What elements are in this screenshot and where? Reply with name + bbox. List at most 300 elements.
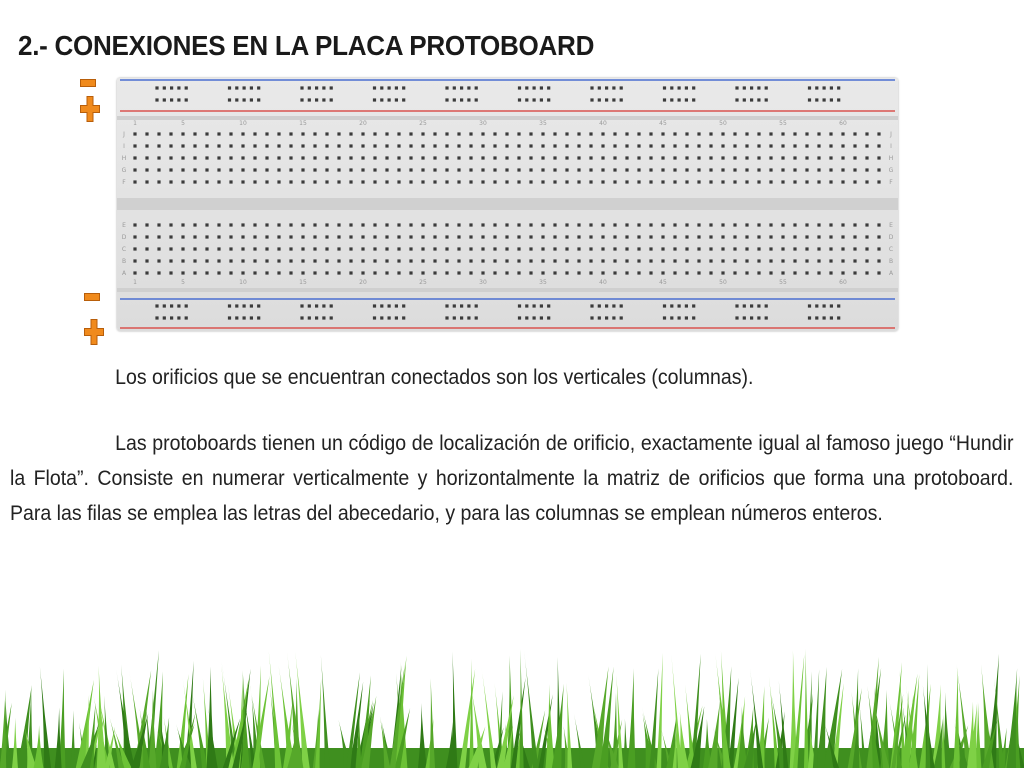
grass-blade: [12, 718, 18, 768]
breadboard-hole: [163, 316, 166, 319]
breadboard-hole: [388, 98, 391, 101]
breadboard-hole: [457, 132, 460, 135]
breadboard-hole: [277, 168, 280, 171]
breadboard-hole: [613, 235, 616, 238]
breadboard-hole: [313, 271, 316, 274]
breadboard-hole: [757, 223, 760, 226]
breadboard-hole: [670, 98, 673, 101]
breadboard-hole: [181, 235, 184, 238]
breadboard-hole: [685, 168, 688, 171]
breadboard-hole: [565, 259, 568, 262]
breadboard-hole: [577, 235, 580, 238]
breadboard-hole: [349, 259, 352, 262]
breadboard-hole: [793, 271, 796, 274]
breadboard-hole: [397, 247, 400, 250]
breadboard-hole: [721, 247, 724, 250]
breadboard-hole: [322, 98, 325, 101]
breadboard-hole: [229, 235, 232, 238]
breadboard-hole: [589, 271, 592, 274]
breadboard-hole: [169, 168, 172, 171]
column-number-label: 15: [299, 120, 307, 127]
breadboard-hole: [169, 235, 172, 238]
breadboard-hole: [877, 156, 880, 159]
breadboard-hole: [325, 271, 328, 274]
breadboard-hole: [277, 271, 280, 274]
breadboard-hole: [315, 316, 318, 319]
breadboard-hole: [445, 144, 448, 147]
breadboard-hole: [577, 144, 580, 147]
breadboard-hole: [373, 235, 376, 238]
breadboard-hole: [481, 180, 484, 183]
breadboard-hole: [337, 156, 340, 159]
breadboard-hole: [709, 235, 712, 238]
row-letter-label: C: [121, 246, 127, 253]
breadboard-hole: [193, 271, 196, 274]
breadboard-hole: [385, 259, 388, 262]
breadboard-hole: [235, 98, 238, 101]
row-letter-label: G: [888, 167, 894, 174]
breadboard-hole: [735, 304, 738, 307]
breadboard-hole: [313, 168, 316, 171]
breadboard-hole: [757, 180, 760, 183]
breadboard-hole: [837, 304, 840, 307]
breadboard-hole: [337, 247, 340, 250]
breadboard-hole: [421, 235, 424, 238]
breadboard-hole: [289, 180, 292, 183]
breadboard-hole: [673, 132, 676, 135]
column-number-label: 20: [359, 120, 367, 127]
breadboard-hole: [697, 259, 700, 262]
breadboard-hole: [145, 247, 148, 250]
breadboard-hole: [325, 259, 328, 262]
breadboard-hole: [380, 316, 383, 319]
grass-blade: [430, 678, 436, 768]
breadboard-hole: [649, 144, 652, 147]
breadboard-hole: [577, 247, 580, 250]
breadboard-hole: [229, 156, 232, 159]
breadboard-hole: [445, 223, 448, 226]
breadboard-hole: [241, 247, 244, 250]
breadboard-hole: [467, 86, 470, 89]
breadboard-hole: [301, 156, 304, 159]
breadboard-hole: [808, 316, 811, 319]
minus-sign-icon: [84, 293, 100, 301]
breadboard-hole: [815, 316, 818, 319]
breadboard-hole: [589, 144, 592, 147]
breadboard-hole: [250, 304, 253, 307]
breadboard-hole: [853, 168, 856, 171]
breadboard-hole: [169, 259, 172, 262]
breadboard-hole: [157, 132, 160, 135]
breadboard-hole: [157, 259, 160, 262]
breadboard-hole: [157, 223, 160, 226]
breadboard-hole: [145, 180, 148, 183]
breadboard-hole: [388, 316, 391, 319]
breadboard-hole: [313, 223, 316, 226]
breadboard-hole: [133, 271, 136, 274]
breadboard-hole: [493, 168, 496, 171]
breadboard-hole: [181, 259, 184, 262]
breadboard-hole: [605, 316, 608, 319]
breadboard-hole: [265, 271, 268, 274]
breadboard-hole: [590, 304, 593, 307]
breadboard-hole: [529, 144, 532, 147]
breadboard-hole: [325, 168, 328, 171]
breadboard-hole: [265, 259, 268, 262]
breadboard-hole: [445, 271, 448, 274]
breadboard-hole: [589, 235, 592, 238]
breadboard-hole: [529, 247, 532, 250]
breadboard-hole: [877, 168, 880, 171]
breadboard-hole: [325, 223, 328, 226]
breadboard-hole: [373, 156, 376, 159]
breadboard-hole: [385, 156, 388, 159]
breadboard-hole: [637, 168, 640, 171]
breadboard-hole: [541, 132, 544, 135]
breadboard-hole: [241, 235, 244, 238]
breadboard-hole: [313, 132, 316, 135]
breadboard-hole: [830, 86, 833, 89]
row-letter-label: H: [888, 155, 894, 162]
breadboard-hole: [241, 259, 244, 262]
breadboard-hole: [589, 259, 592, 262]
breadboard-hole: [577, 223, 580, 226]
breadboard-hole: [613, 259, 616, 262]
breadboard-hole: [493, 235, 496, 238]
breadboard-hole: [453, 316, 456, 319]
breadboard-hole: [265, 180, 268, 183]
breadboard-hole: [157, 168, 160, 171]
breadboard-hole: [481, 168, 484, 171]
breadboard-hole: [745, 259, 748, 262]
breadboard-hole: [265, 156, 268, 159]
breadboard-hole: [241, 156, 244, 159]
plus-sign-icon: [80, 96, 100, 122]
breadboard-hole: [241, 168, 244, 171]
breadboard-hole: [457, 156, 460, 159]
breadboard-hole: [750, 304, 753, 307]
breadboard-hole: [877, 180, 880, 183]
breadboard-hole: [193, 247, 196, 250]
breadboard-hole: [517, 235, 520, 238]
breadboard-hole: [553, 132, 556, 135]
breadboard-hole: [769, 180, 772, 183]
breadboard-hole: [649, 223, 652, 226]
breadboard-hole: [322, 304, 325, 307]
breadboard-hole: [709, 271, 712, 274]
grass-blade: [738, 706, 748, 768]
breadboard-hole: [750, 316, 753, 319]
breadboard-hole: [793, 180, 796, 183]
breadboard-hole: [185, 304, 188, 307]
breadboard-hole: [678, 98, 681, 101]
breadboard-hole: [169, 132, 172, 135]
breadboard-hole: [673, 156, 676, 159]
breadboard-hole: [177, 304, 180, 307]
grass-decoration: [0, 648, 1024, 768]
breadboard-hole: [685, 180, 688, 183]
breadboard-hole: [589, 247, 592, 250]
breadboard-hole: [553, 180, 556, 183]
breadboard-hole: [547, 98, 550, 101]
breadboard-hole: [337, 180, 340, 183]
breadboard-hole: [388, 86, 391, 89]
breadboard-hole: [325, 132, 328, 135]
breadboard-hole: [769, 144, 772, 147]
breadboard-hole: [133, 168, 136, 171]
breadboard-hole: [453, 304, 456, 307]
breadboard-hole: [133, 235, 136, 238]
breadboard-hole: [805, 132, 808, 135]
row-letter-label: D: [888, 234, 894, 241]
breadboard-hole: [601, 168, 604, 171]
breadboard-hole: [475, 304, 478, 307]
breadboard-hole: [325, 247, 328, 250]
breadboard-hole: [205, 180, 208, 183]
breadboard-hole: [241, 223, 244, 226]
breadboard-hole: [769, 223, 772, 226]
breadboard-hole: [565, 156, 568, 159]
breadboard-hole: [228, 86, 231, 89]
breadboard-hole: [525, 86, 528, 89]
breadboard-hole: [253, 247, 256, 250]
breadboard-hole: [865, 223, 868, 226]
breadboard-hole: [217, 168, 220, 171]
breadboard-hole: [145, 156, 148, 159]
breadboard-hole: [322, 316, 325, 319]
breadboard-hole: [385, 168, 388, 171]
breadboard-hole: [205, 235, 208, 238]
breadboard-hole: [133, 180, 136, 183]
breadboard-hole: [781, 156, 784, 159]
breadboard-hole: [337, 132, 340, 135]
breadboard-hole: [565, 271, 568, 274]
breadboard-hole: [808, 98, 811, 101]
breadboard-hole: [380, 86, 383, 89]
breadboard-hole: [253, 271, 256, 274]
breadboard-hole: [170, 86, 173, 89]
breadboard-hole: [601, 144, 604, 147]
breadboard-hole: [433, 259, 436, 262]
breadboard-hole: [349, 235, 352, 238]
breadboard-hole: [453, 86, 456, 89]
breadboard-hole: [205, 247, 208, 250]
breadboard-hole: [685, 259, 688, 262]
breadboard-hole: [613, 168, 616, 171]
breadboard-hole: [445, 304, 448, 307]
breadboard-hole: [313, 235, 316, 238]
breadboard-hole: [493, 156, 496, 159]
column-number-label: 30: [479, 279, 487, 286]
breadboard-hole: [469, 132, 472, 135]
breadboard-hole: [721, 271, 724, 274]
breadboard-hole: [781, 259, 784, 262]
breadboard-hole: [253, 223, 256, 226]
breadboard-hole: [663, 316, 666, 319]
breadboard-hole: [817, 144, 820, 147]
breadboard-hole: [457, 259, 460, 262]
breadboard-hole: [169, 271, 172, 274]
breadboard-hole: [277, 235, 280, 238]
breadboard-hole: [235, 86, 238, 89]
breadboard-hole: [829, 144, 832, 147]
breadboard-hole: [373, 168, 376, 171]
breadboard-hole: [613, 271, 616, 274]
breadboard-hole: [577, 132, 580, 135]
breadboard-hole: [325, 235, 328, 238]
breadboard-hole: [517, 132, 520, 135]
breadboard-hole: [673, 259, 676, 262]
breadboard-hole: [481, 235, 484, 238]
row-letter-label: F: [122, 179, 126, 186]
breadboard-hole: [533, 316, 536, 319]
breadboard-hole: [613, 144, 616, 147]
column-number-label: 35: [539, 279, 547, 286]
breadboard-hole: [373, 259, 376, 262]
breadboard-hole: [721, 180, 724, 183]
breadboard-hole: [475, 316, 478, 319]
breadboard-hole: [361, 180, 364, 183]
breadboard-hole: [823, 316, 826, 319]
breadboard-hole: [315, 86, 318, 89]
breadboard-hole: [733, 180, 736, 183]
breadboard-hole: [625, 235, 628, 238]
breadboard-hole: [721, 223, 724, 226]
breadboard-hole: [265, 223, 268, 226]
breadboard-hole: [541, 168, 544, 171]
breadboard-hole: [853, 180, 856, 183]
breadboard-hole: [397, 144, 400, 147]
breadboard-hole: [445, 98, 448, 101]
breadboard-hole: [301, 223, 304, 226]
breadboard-hole: [253, 259, 256, 262]
breadboard-hole: [637, 144, 640, 147]
breadboard-hole: [829, 259, 832, 262]
breadboard-hole: [361, 156, 364, 159]
breadboard-hole: [289, 168, 292, 171]
breadboard-hole: [829, 235, 832, 238]
breadboard-hole: [402, 98, 405, 101]
breadboard-hole: [735, 316, 738, 319]
breadboard-hole: [505, 223, 508, 226]
breadboard-hole: [685, 235, 688, 238]
breadboard-hole: [265, 132, 268, 135]
breadboard-hole: [373, 86, 376, 89]
breadboard-hole: [325, 180, 328, 183]
breadboard-hole: [837, 98, 840, 101]
breadboard-hole: [733, 132, 736, 135]
column-number-label: 50: [719, 120, 727, 127]
breadboard-hole: [817, 180, 820, 183]
breadboard-hole: [529, 180, 532, 183]
breadboard-hole: [469, 144, 472, 147]
row-letter-label: H: [121, 155, 127, 162]
breadboard-hole: [525, 98, 528, 101]
breadboard-hole: [397, 168, 400, 171]
breadboard-hole: [181, 168, 184, 171]
breadboard-hole: [145, 132, 148, 135]
breadboard-hole: [697, 132, 700, 135]
breadboard-hole: [793, 223, 796, 226]
breadboard-hole: [793, 132, 796, 135]
breadboard-hole: [402, 304, 405, 307]
breadboard-hole: [601, 259, 604, 262]
breadboard-hole: [757, 271, 760, 274]
breadboard-hole: [541, 247, 544, 250]
breadboard-hole: [433, 235, 436, 238]
breadboard-hole: [525, 316, 528, 319]
breadboard-hole: [612, 304, 615, 307]
breadboard-hole: [853, 271, 856, 274]
breadboard-hole: [877, 223, 880, 226]
breadboard-hole: [469, 235, 472, 238]
breadboard-hole: [518, 316, 521, 319]
breadboard-hole: [589, 156, 592, 159]
breadboard-hole: [395, 98, 398, 101]
breadboard-hole: [241, 271, 244, 274]
breadboard-hole: [181, 223, 184, 226]
breadboard-hole: [663, 98, 666, 101]
breadboard-hole: [205, 259, 208, 262]
breadboard-hole: [613, 132, 616, 135]
breadboard-hole: [469, 259, 472, 262]
breadboard-hole: [145, 235, 148, 238]
breadboard-hole: [380, 304, 383, 307]
breadboard-hole: [469, 180, 472, 183]
breadboard-hole: [781, 168, 784, 171]
breadboard-hole: [565, 132, 568, 135]
breadboard-hole: [553, 259, 556, 262]
breadboard-hole: [612, 86, 615, 89]
breadboard-hole: [409, 259, 412, 262]
breadboard-hole: [349, 271, 352, 274]
breadboard-hole: [493, 180, 496, 183]
breadboard-hole: [589, 180, 592, 183]
breadboard-hole: [235, 316, 238, 319]
breadboard-hole: [421, 247, 424, 250]
breadboard-hole: [163, 98, 166, 101]
breadboard-hole: [745, 132, 748, 135]
breadboard-hole: [460, 86, 463, 89]
breadboard-hole: [217, 223, 220, 226]
breadboard-hole: [663, 304, 666, 307]
breadboard-hole: [277, 144, 280, 147]
breadboard-hole: [805, 247, 808, 250]
column-number-label: 20: [359, 279, 367, 286]
breadboard-hole: [685, 316, 688, 319]
breadboard-hole: [793, 259, 796, 262]
breadboard-hole: [170, 98, 173, 101]
breadboard-hole: [330, 86, 333, 89]
breadboard-hole: [841, 144, 844, 147]
breadboard-hole: [745, 156, 748, 159]
breadboard-hole: [301, 247, 304, 250]
breadboard-hole: [169, 247, 172, 250]
breadboard-hole: [565, 168, 568, 171]
breadboard-hole: [518, 304, 521, 307]
breadboard-hole: [433, 180, 436, 183]
breadboard-hole: [253, 168, 256, 171]
breadboard-hole: [397, 132, 400, 135]
breadboard-hole: [721, 168, 724, 171]
breadboard-hole: [841, 259, 844, 262]
breadboard-hole: [673, 168, 676, 171]
breadboard-hole: [733, 144, 736, 147]
breadboard-hole: [157, 180, 160, 183]
breadboard-hole: [205, 223, 208, 226]
breadboard-hole: [649, 271, 652, 274]
breadboard-hole: [457, 144, 460, 147]
